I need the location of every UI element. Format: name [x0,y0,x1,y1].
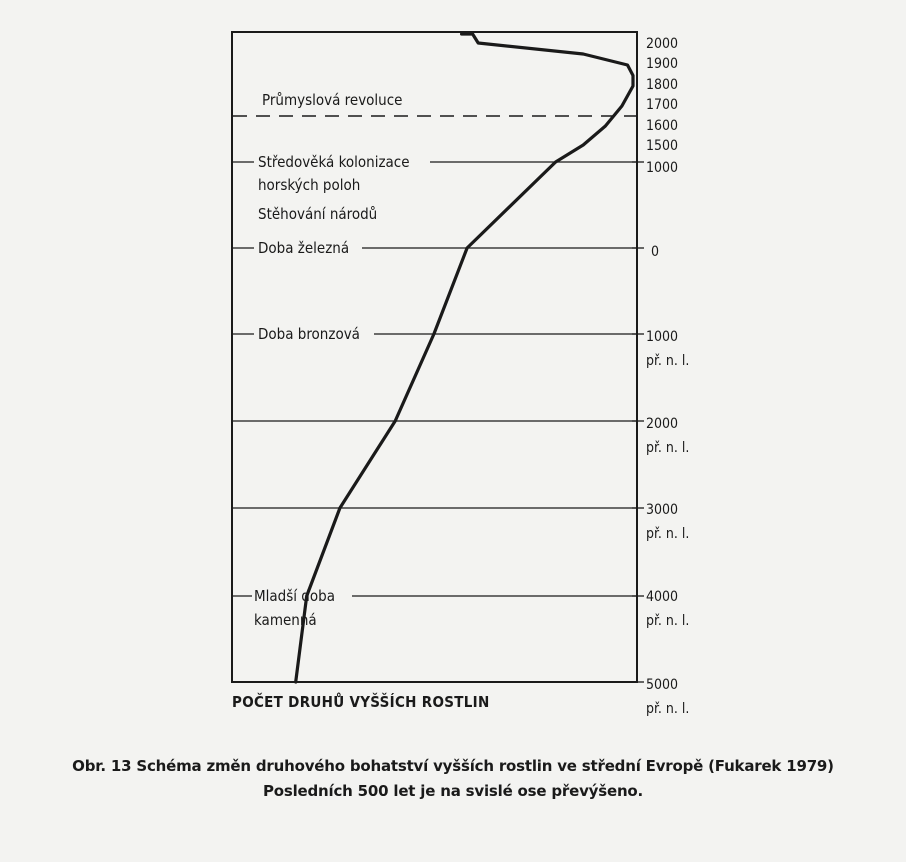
y-tick-label: 5000 [646,677,679,693]
y-tick-label: 1500 [646,138,679,154]
y-tick-label: 2000 [646,36,679,52]
y-tick-label: 0 [651,244,660,260]
y-tick-era-suffix: př. n. l. [646,526,690,542]
y-tick-label: 1800 [646,77,679,93]
y-tick-label: 1600 [646,118,679,134]
y-tick-era-suffix: př. n. l. [646,353,690,369]
label-medieval-colonization-2: horských poloh [258,176,361,194]
species-richness-curve [296,34,633,682]
y-tick-label: 4000 [646,589,679,605]
y-tick-era-suffix: př. n. l. [646,440,690,456]
label-industrial-revolution: Průmyslová revoluce [262,91,403,109]
label-neolithic-2: kamenná [254,611,317,629]
caption-line-2: Posledních 500 let je na svislé ose převýšeno. [262,782,644,800]
y-tick-label: 2000 [646,416,679,432]
label-medieval-colonization: Středověká kolonizace [258,153,410,171]
y-tick-era-suffix: př. n. l. [646,701,690,717]
plot-frame [232,32,637,682]
y-tick-era-suffix: př. n. l. [646,613,690,629]
y-tick-label: 1000 [646,160,679,176]
caption-line-1: Obr. 13 Schéma změn druhového bohatství vyšších rostlin ve střední Evropě (Fukarek 1979) [72,757,834,775]
label-iron-age: Doba železná [258,239,350,257]
label-bronze-age: Doba bronzová [258,325,360,343]
y-tick-label: 1900 [646,56,679,72]
y-tick-label: 1000 [646,329,679,345]
y-axis-tick-labels [646,36,689,717]
y-tick-label: 1700 [646,97,679,113]
label-migration-period: Stěhování národů [258,205,378,223]
y-tick-label: 3000 [646,502,679,518]
label-neolithic: Mladší doba [254,587,335,605]
x-axis-label: POČET DRUHŮ VYŠŠÍCH ROSTLIN [232,693,490,711]
